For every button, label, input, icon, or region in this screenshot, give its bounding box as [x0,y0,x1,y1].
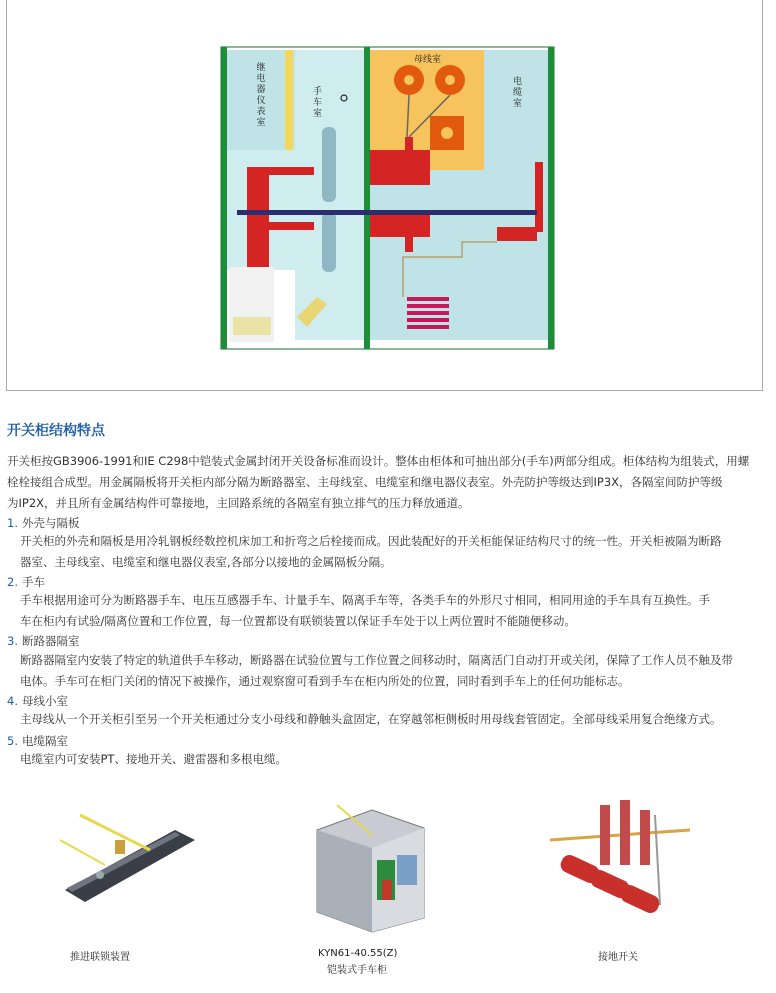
cabinet-image [312,800,427,935]
section-line: 电体。手车可在柜门关闭的情况下被操作，通过观察窗可看到手车在柜内所处的位置，同时看到手车上的任何功能标志。 [20,674,630,688]
section-line: 电缆室内可安装PT、接地开关、避雷器和多根电缆。 [20,752,287,766]
label-busbar-room: 母线室 [414,55,442,65]
section-heading: 开关柜结构特点 [7,423,105,439]
section-5-heading [7,733,68,749]
section-number: 3. [7,634,18,648]
section-4-heading [7,693,68,709]
section-title: 母线小室 [21,694,68,708]
interlock-device-image [55,810,205,905]
section-line: 器室、主母线室、电缆室和继电器仪表室,各部分以接地的金属隔板分隔。 [20,555,392,569]
section-2-heading [7,574,45,590]
section-number: 5. [7,734,18,748]
section-1-heading [7,515,79,531]
section-line: 车在柜内有试验/隔离位置和工作位置，每一位置都设有联锁装置以保证手车处于以上两位置时不能随便移动。 [20,614,576,628]
section-title: 手车 [21,575,45,589]
earthing-switch-image [545,795,695,925]
section-line: 手车根据用途可分为断路器手车、电压互感器手车、计量手车、隔离手车等，各类手车的外形尺寸相同，相同用途的手车具有互换性。手 [20,593,710,607]
section-line: 断路器隔室内安装了特定的轨道供手车移动，断路器在试验位置与工作位置之间移动时，隔离活门自动打开或关闭，保障了工作人员不触及带 [20,653,733,667]
label-relay-room: 继电器仪表室 [256,63,266,128]
section-number: 4. [7,694,18,708]
caption-earthing-switch: 接地开关 [598,952,638,963]
intro-line: 开关柜按GB3906-1991和IE C298中铠装式金属封闭开关设备标准而设计。整体由柜体和可抽出部分(手车)两部分组成。柜体结构为组装式，用螺 [7,454,750,468]
caption-interlock: 推进联锁装置 [70,952,130,963]
intro-line: 为IP2X，并且所有金属结构件可靠接地，主回路系统的各隔室有独立排气的压力释放通道。 [7,496,470,510]
intro-paragraph [7,451,765,514]
section-4-body [20,709,722,730]
section-title: 外壳与隔板 [21,516,80,530]
section-5-body [20,749,287,770]
label-cable-room: 电缆室 [513,77,523,109]
caption-cabinet-model: KYN61-40.55(Z) [318,948,398,959]
section-3-body [20,650,733,692]
section-title: 电缆隔室 [21,734,68,748]
section-title: 断路器隔室 [21,634,80,648]
label-cart-room: 手车室 [313,87,323,119]
intro-line: 栓栓接组合成型。用金属隔板将开关柜内部分隔为断路器室、主母线室、电缆室和继电器仪表室。外壳防护等级达到IP3X，各隔室间防护等级 [7,475,723,489]
section-number: 1. [7,516,18,530]
section-number: 2. [7,575,18,589]
switchgear-section-diagram [217,42,557,357]
section-2-body [20,590,710,632]
caption-cabinet-type: 铠装式手车柜 [327,965,387,976]
section-line: 主母线从一个开关柜引至另一个开关柜通过分支小母线和静触头盒固定，在穿越邻柜侧板时用母线套管固定。全部母线采用复合绝缘方式。 [20,712,722,726]
section-1-body [20,531,722,573]
section-line: 开关柜的外壳和隔板是用冷轧钢板经数控机床加工和折弯之后栓接而成。因此装配好的开关柜能保证结构尺寸的统一性。开关柜被隔为断路 [20,534,722,548]
figure-frame [6,0,763,391]
section-3-heading [7,633,79,649]
